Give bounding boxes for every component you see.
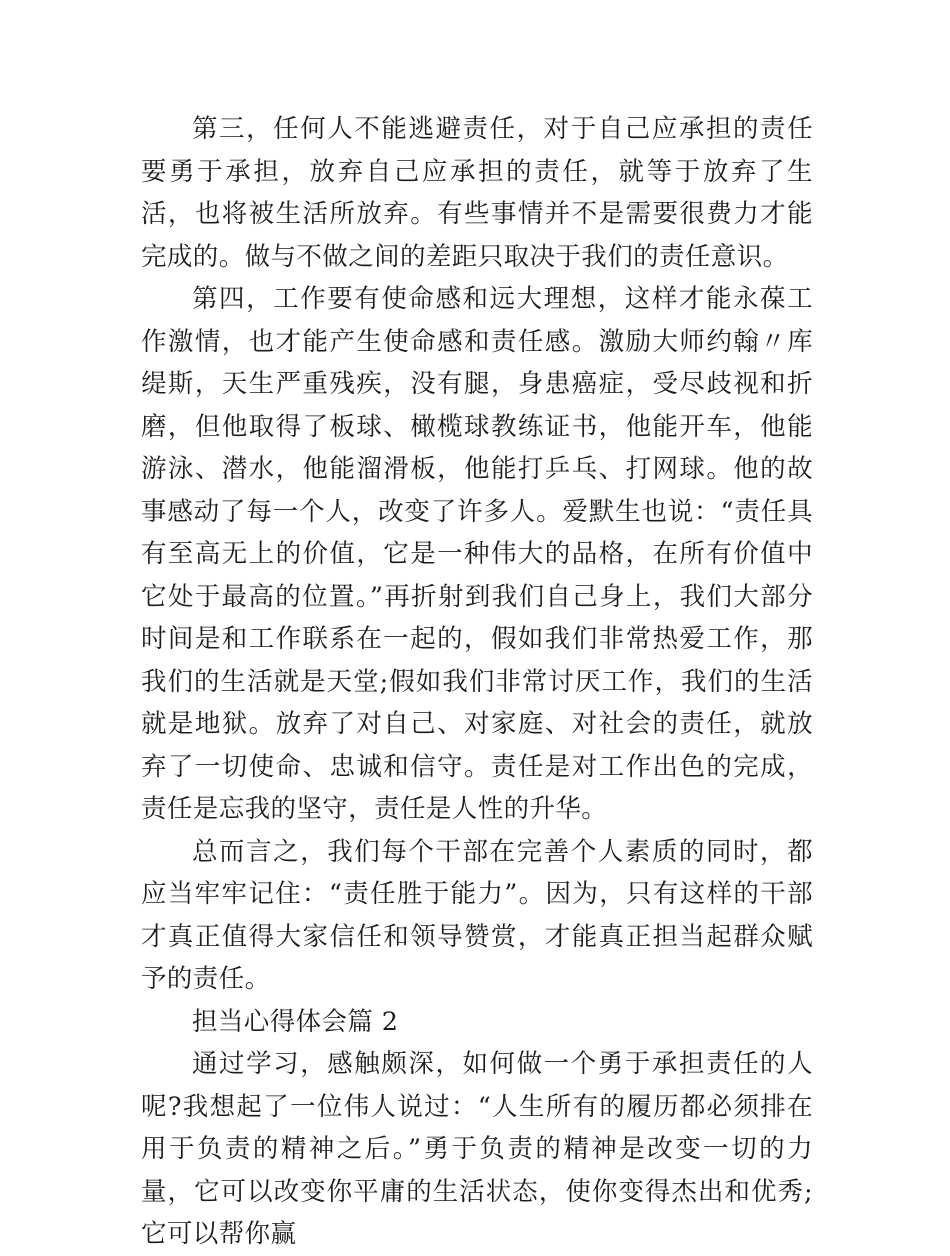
paragraph-fourth-point: 第四，工作要有使命感和远大理想，这样才能永葆工作激情，也才能产生使命感和责任感。激励大师约翰〃库缇斯，天生严重残疾，没有腿，身患癌症，受尽歧视和折磨，但他取得了板球、橄榄球教练证书，他能开车，他能游泳、潜水，他能溜滑板，他能打乒乓、打网球。他的故事感动了每一个人，改变了许多人。爱默生也说：“责任具有至高无上的价值，它是一种伟大的品格，在所有价值中它处于最高的位置。”再折射到我们自己身上，我们大部分时间是和工作联系在一起的，假如我们非常热爱工作，那我们的生活就是天堂;假如我们非常讨厌工作，我们的生活就是地狱。放弃了对自己、对家庭、对社会的责任，就放弃了一切使命、忠诚和信守。责任是对工作出色的完成，责任是忘我的坚守，责任是人性的升华。: [141, 284, 813, 824]
paragraph-conclusion: 总而言之，我们每个干部在完善个人素质的同时，都应当牢牢记住：“责任胜于能力”。因为，只有这样的干部才真正值得大家信任和领导赞赏，才能真正担当起群众赋予的责任。: [141, 836, 813, 994]
paragraph-section-intro: 通过学习，感触颇深，如何做一个勇于承担责任的人呢?我想起了一位伟人说过：“人生所有的履历都必须排在用于负责的精神之后。”勇于负责的精神是改变一切的力量，它可以改变你平庸的生活状态，使你变得杰出和优秀;它可以帮你赢: [141, 1049, 813, 1249]
section-heading: 担当心得体会篇 2: [192, 1006, 399, 1037]
document-body: [141, 108, 813, 1256]
paragraph-third-point: 第三，任何人不能逃避责任，对于自己应承担的责任要勇于承担，放弃自己应承担的责任，就等于放弃了生活，也将被生活所放弃。有些事情并不是需要很费力才能完成的。做与不做之间的差距只取决于我们的责任意识。: [141, 114, 813, 272]
